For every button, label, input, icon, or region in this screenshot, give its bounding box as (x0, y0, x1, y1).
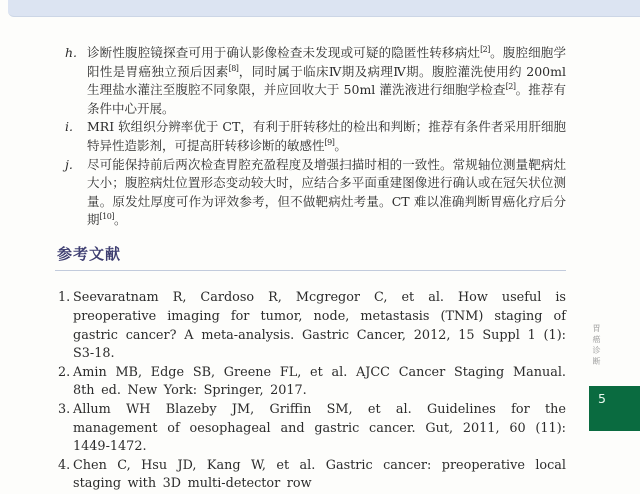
reference-number: 1. (58, 290, 71, 306)
page-number: 5 (598, 391, 606, 406)
item-letter-label: j. (65, 156, 73, 172)
guideline-item: h. 诊断性腹腔镜探查可用于确认影像检查未发现或可疑的隐匿性转移病灶[2]。腹腔细胞学阳性是胃癌独立预后因素[8]，同时属于临床Ⅳ期及病理Ⅳ期。腹腔灌洗使用约 200ml 生理盐水灌注至腹腔不同象限，并应回收大于 50ml 灌洗液进行细胞学检查[2]。推荐有条件中心开展。 (65, 45, 566, 116)
reference-entry: 1. Seevaratnam R, Cardoso R, Mcgregor C, et al. How useful is preoperative imaging for tumor, node, metastasis (TNM) staging of gastric cancer? A meta-analysis. Gastric Cancer, 2012, 15 Suppl 1 (1): S3-18. (58, 290, 566, 362)
guideline-item: j. 尽可能保持前后两次检查胃腔充盈程度及增强扫描时相的一致性。常规轴位测量靶病灶大小；腹腔病灶位置形态变动较大时，应结合多平面重建图像进行确认或在冠矢状位测量。原发灶厚度可作为评效参考，但不做靶病灶考量。CT 难以准确判断胃癌化疗后分期[10]。 (65, 156, 566, 228)
reference-entry: 3. Allum WH Blazeby JM, Griffin SM, et al. Guidelines for the management of oesophageal and gastric cancer. Gut, 2011, 60 (11): 1449-1472. (58, 402, 566, 455)
citation-superscript: [8] (228, 63, 239, 73)
lettered-guideline-list (55, 44, 566, 230)
reference-entry: 2. Amin MB, Edge SB, Greene FL, et al. AJCC Cancer Staging Manual. 8th ed. New York: Springer, 2017. (58, 364, 566, 399)
citation-superscript: [2] (505, 82, 516, 92)
item-letter-label: i. (65, 119, 73, 135)
reference-list (55, 289, 566, 494)
citation-superscript: [9] (324, 137, 335, 147)
page-content (55, 44, 566, 494)
reference-number: 2. (58, 364, 71, 380)
citation-superscript: [2] (480, 45, 490, 54)
reference-entry: 4. Chen C, Hsu JD, Kang W, et al. Gastric cancer: preoperative local staging with 3D multi-detector row (58, 457, 566, 492)
heading-divider (55, 270, 566, 272)
guideline-item: i. MRI 软组织分辨率优于 CT，有利于肝转移灶的检出和判断；推荐有条件者采用肝细胞特异性造影剂，可提高肝转移诊断的敏感性[9]。 (65, 119, 566, 153)
item-letter-label: h. (65, 45, 78, 60)
reference-number: 4. (58, 457, 71, 473)
table-bottom-band (8, 0, 640, 17)
page-number-badge (589, 386, 640, 431)
reference-number: 3. (58, 402, 71, 417)
references-heading: 参考文献 (57, 244, 122, 263)
chapter-side-tab: 胃癌诊断 (592, 324, 601, 368)
citation-superscript: [10] (99, 212, 114, 222)
